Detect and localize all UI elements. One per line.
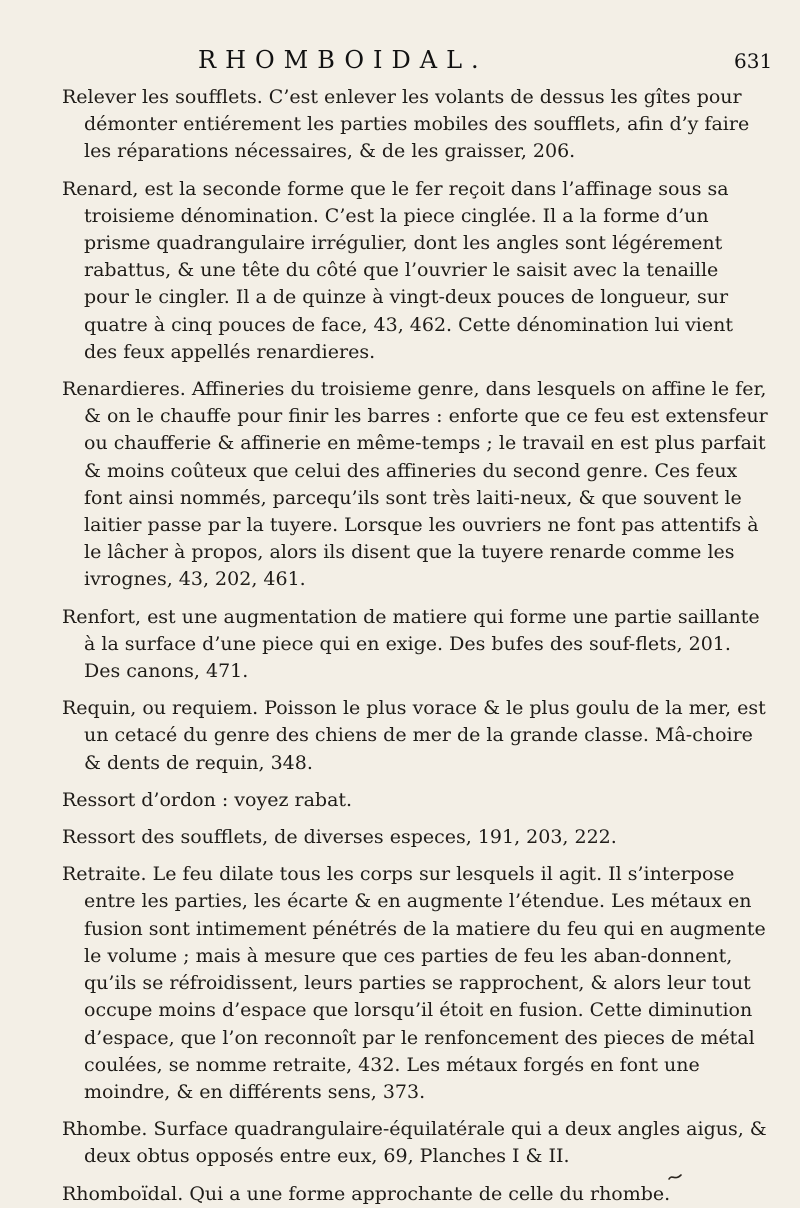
entry-term: Retraite. <box>62 863 147 886</box>
dictionary-entries <box>62 84 768 1205</box>
entry-text: les soufflets. C’est enlever les volants de dessus les gîtes pour démonter entiérement les parties mobiles des soufflets, afin d’y faire les réparations nécessaires, & de les graisser, 206. <box>84 86 750 163</box>
entry-ressort-soufflets <box>62 824 768 851</box>
entry-term: Relever <box>62 86 136 108</box>
entry-renfort <box>62 604 768 686</box>
entry-term: Rhombe. <box>62 1118 148 1141</box>
entry-text: , est la seconde forme que le fer reçoit dans l’affinage sous sa troisieme dénomination. C’est la piece cinglée. Il a la forme d’un prisme quadrangulaire irrégulier, dont les angles sont légérement rabattus, & une tête du côté que l’ouvrier le saisit avec la tenaille pour le cingler. Il a de quinze à vingt-deux pouces de longueur, sur quatre à cinq pouces de face, 43, 462. Cette dénomination lui vient des feux appellés renardieres. <box>84 177 733 363</box>
entry-text: Qui a une forme approchante de celle du rhombe. <box>183 1182 671 1205</box>
ink-mark-icon <box>668 1172 682 1182</box>
entry-renardieres <box>62 376 768 594</box>
entry-term: Requin <box>62 697 131 720</box>
entry-relever <box>62 84 768 166</box>
entry-term: Renardieres. <box>62 378 186 401</box>
entry-text: Affineries du troisieme genre, dans lesquels on affine le fer, & on le chauffe pour finir les barres : enforte que ce feu est extensfeur ou chaufferie & affinerie en même-temps ; le travail en est plus parfait & moins coûteux que celui des affineries du second genre. Ces feux font ainsi nommés, parcequ’ils sont très laiti-neux, & que souvent le laitier passe par la tuyere. Lorsque les ouvriers ne font pas attentifs à le lâcher à propos, alors ils disent que la tuyere renarde comme les ivrognes, 43, 202, 461. <box>84 378 768 591</box>
entry-term: Ressort <box>62 788 136 811</box>
entry-text: des soufflets, de diverses especes, 191, 203, 222. <box>135 826 617 849</box>
entry-term: Renard <box>62 177 133 200</box>
entry-term: Rhomboïdal. <box>62 1182 184 1205</box>
entry-text: Surface quadrangulaire-équilatérale qui a deux angles aigus, & deux obtus opposés entre eux, 69, Planches I & II. <box>84 1118 767 1168</box>
entry-rhomboidal <box>62 1181 768 1208</box>
entry-rhombe <box>62 1116 768 1170</box>
entry-text: d’ordon : voyez rabat. <box>135 788 353 811</box>
entry-renard <box>62 176 768 366</box>
running-title: RHOMBOIDAL. <box>198 46 488 74</box>
entry-requin <box>62 695 768 777</box>
page-number: 631 <box>734 49 773 73</box>
entry-term: Renfort <box>62 605 135 628</box>
entry-term: Ressort <box>62 826 136 849</box>
entry-text: , est une augmentation de matiere qui forme une partie saillante à la surface d’une piece qui en exige. Des bufes des souf-flets, 201. Des canons, 471. <box>84 605 760 683</box>
entry-text: , ou requiem. Poisson le plus vorace & le plus goulu de la mer, est un cetacé du genre des chiens de mer de la grande classe. Mâ-choire & dents de requin, 348. <box>84 697 766 774</box>
entry-retraite <box>62 861 768 1106</box>
entry-ressort-ordon <box>62 787 768 814</box>
page-header <box>0 42 800 78</box>
entry-text: Le feu dilate tous les corps sur lesquels il agit. Il s’interpose entre les parties, les écarte & en augmente l’étendue. Les métaux en fusion sont intimement pénétrés de la matiere du feu qui en augmente le volume ; mais à mesure que ces parties de feu les aban-donnent, qu’ils se réfroidissent, leurs parties se rapprochent, & alors leur tout occupe moins d’espace que lorsqu’il étoit en fusion. Cette diminution d’espace, que l’on reconnoît par le renfoncement des pieces de métal coulées, se nomme retraite, 432. Les métaux forgés en font une moindre, & en différents sens, 373. <box>84 863 766 1103</box>
